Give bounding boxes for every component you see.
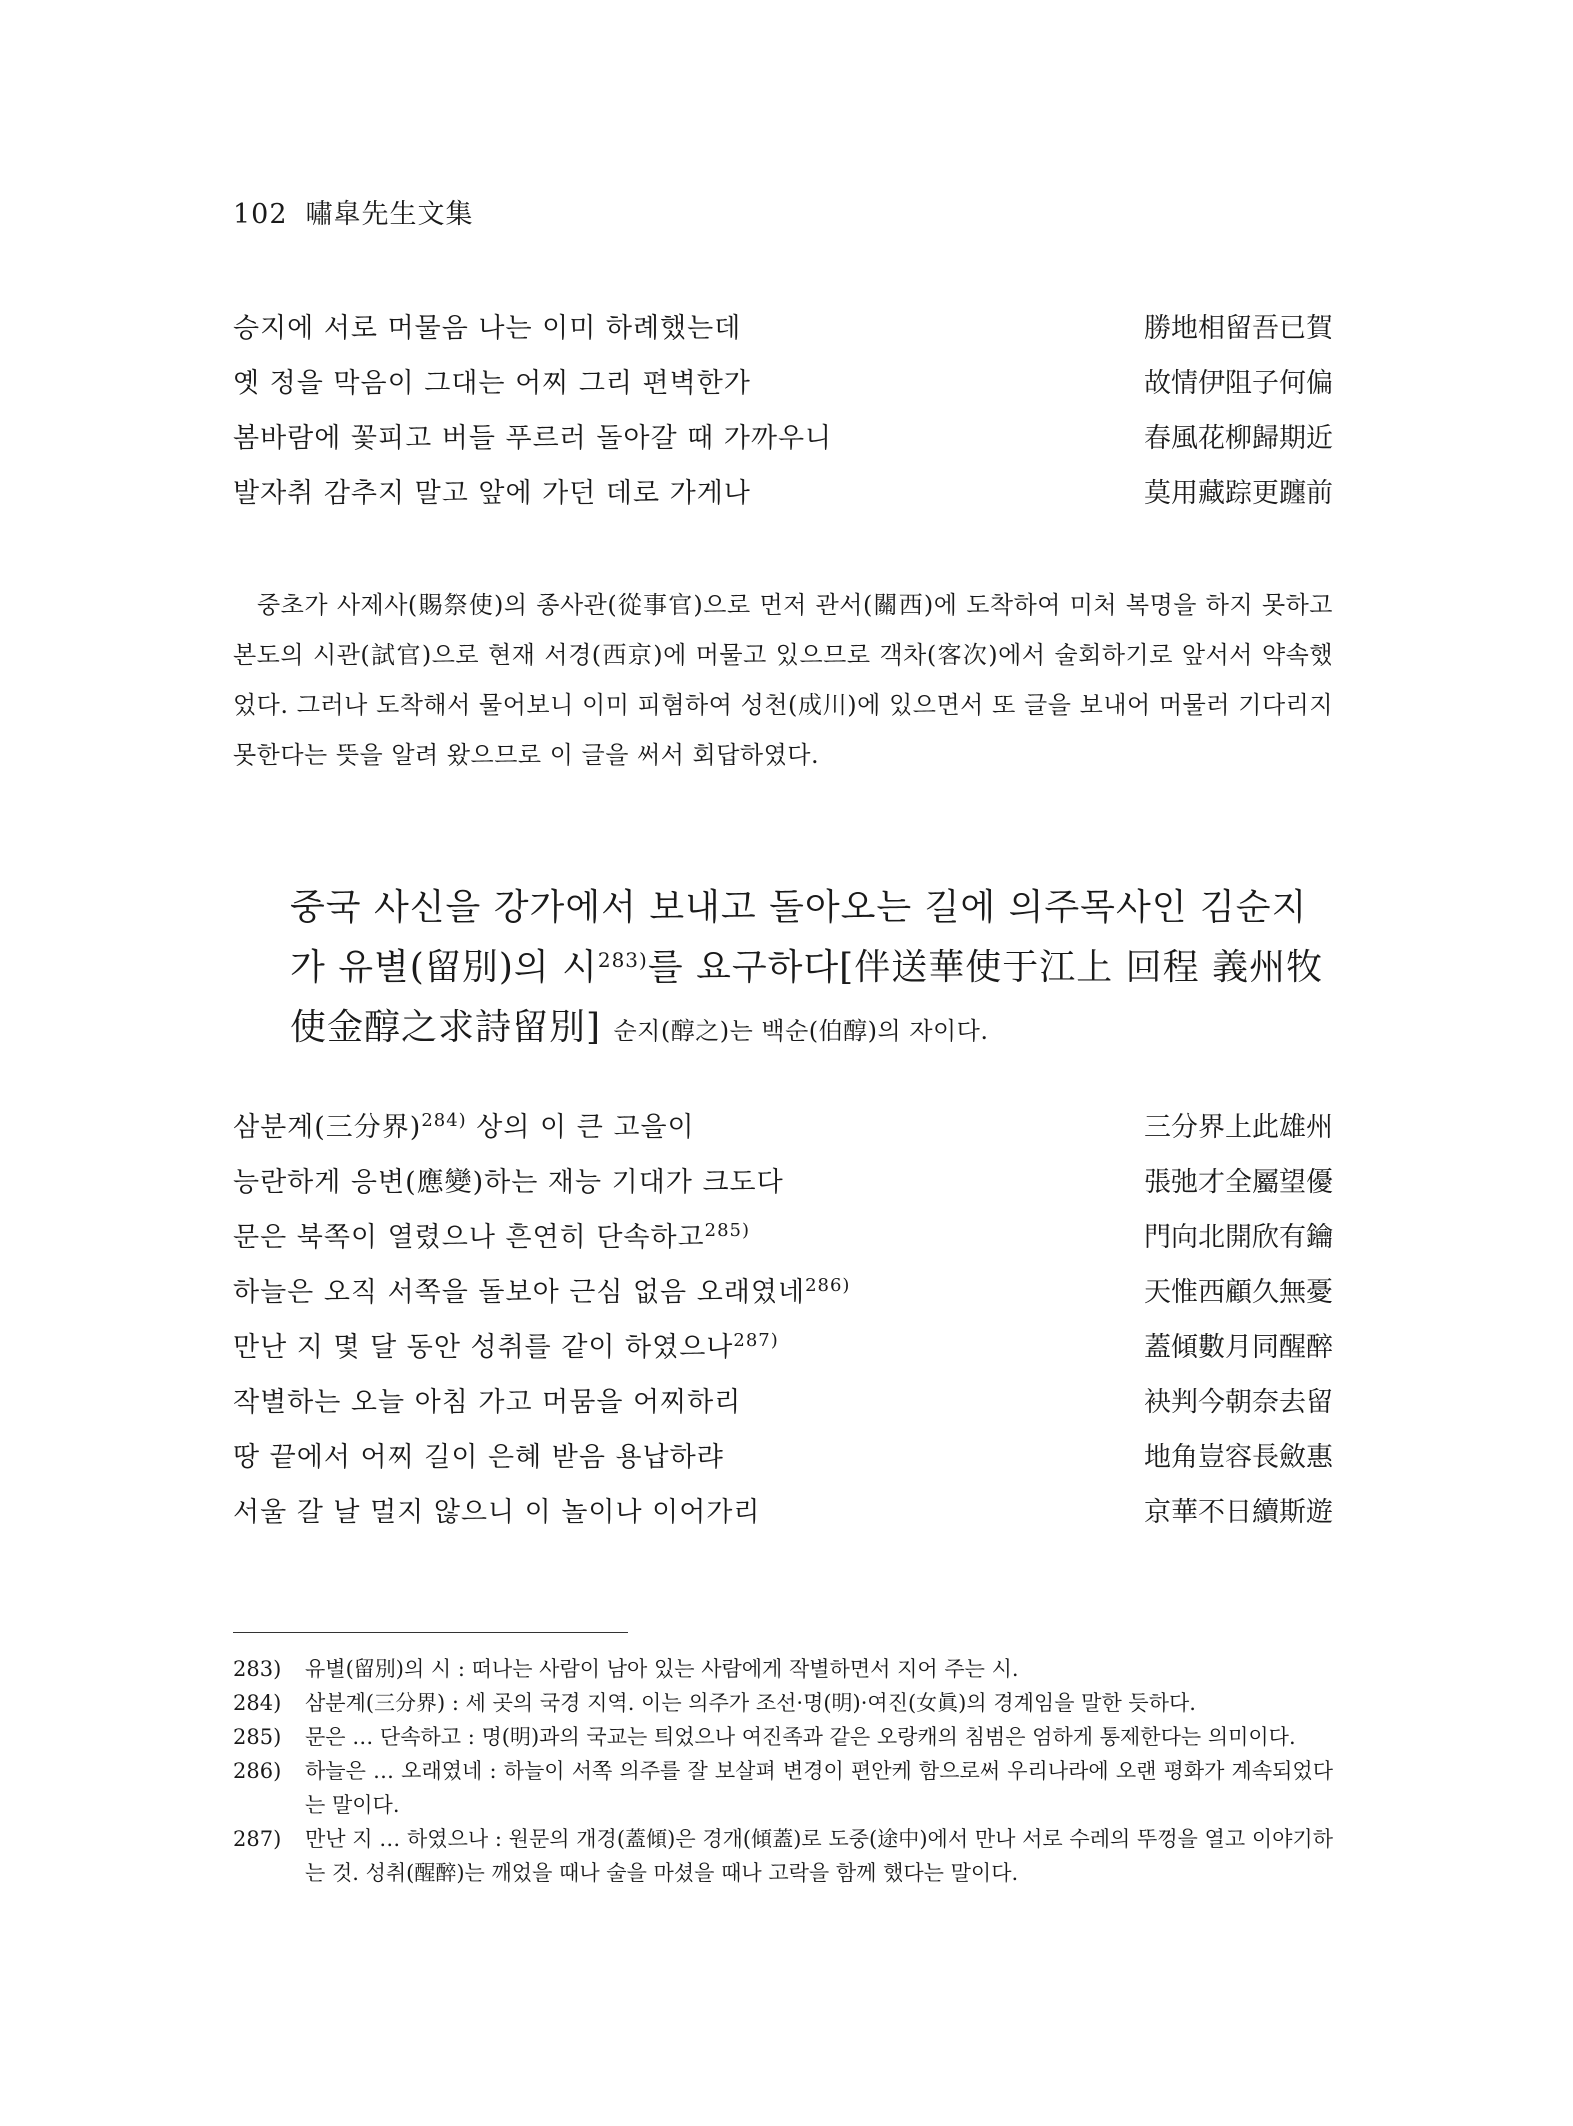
poem-2 <box>233 1105 1333 1545</box>
poem-line <box>233 1160 1333 1215</box>
poem-korean <box>233 1435 724 1474</box>
poem-hanja: 門向北開欣有鑰 <box>1144 1222 1333 1253</box>
poem-line <box>233 1490 1333 1545</box>
poem-korean-text: 땅 끝에서 어찌 길이 은혜 받음 용납하랴 <box>233 1442 724 1473</box>
poem-hanja: 張弛才全屬望優 <box>1144 1167 1333 1198</box>
footnote-text: 삼분계(三分界) : 세 곳의 국경 지역. 이는 의주가 조선·명(明)·여진(女眞)의 경계임을 말한 듯하다. <box>305 1691 1196 1715</box>
poem-korean <box>233 1325 779 1364</box>
poem-hanja: 地角豈容長斂惠 <box>1144 1442 1333 1473</box>
poem-korean <box>233 1270 850 1309</box>
footnote-number: 287) <box>233 1827 282 1851</box>
footnote-ref[interactable]: 286) <box>805 1275 851 1296</box>
footnote-ref[interactable]: 284) <box>421 1110 467 1131</box>
poem-hanja: 蓋傾數月同醒醉 <box>1144 1332 1333 1363</box>
footnote-text: 유별(留別)의 시 : 떠나는 사람이 남아 있는 사람에게 작별하면서 지어 주는 시. <box>305 1657 1019 1681</box>
poem-korean-text: 작별하는 오늘 아침 가고 머뭄을 어찌하리 <box>233 1387 742 1418</box>
poem-line <box>233 306 1333 361</box>
footnote-number: 285) <box>233 1725 282 1749</box>
poem-korean: 발자취 감추지 말고 앞에 가던 데로 가게나 <box>233 478 751 509</box>
poem-korean-text: 능란하게 응변(應變)하는 재능 기대가 크도다 <box>233 1167 784 1198</box>
poem-korean-text: 상의 이 큰 고을이 <box>466 1112 695 1143</box>
poem-korean: 봄바람에 꽃피고 버들 푸르러 돌아갈 때 가까우니 <box>233 423 833 454</box>
footnote-number: 283) <box>233 1657 282 1681</box>
footnote <box>233 1754 1333 1822</box>
poem-korean <box>233 1490 760 1529</box>
footnote <box>233 1686 1333 1720</box>
footnote-ref[interactable]: 285) <box>704 1220 751 1241</box>
explanatory-note <box>233 580 1333 780</box>
poem-hanja: 天惟西顧久無憂 <box>1144 1277 1333 1308</box>
title-part-1: 중국 사신을 강가에서 보내고 돌아오는 길에 의주목사인 김순지가 유별(留別)의 시 <box>290 887 1308 988</box>
poem-korean-text: 문은 북쪽이 열렸으나 흔연히 단속하고 <box>233 1222 705 1253</box>
poem-line <box>233 1435 1333 1490</box>
poem-line <box>233 361 1333 416</box>
title-subtitle: 순지(醇之)는 백순(伯醇)의 자이다. <box>613 1017 989 1045</box>
poem-1 <box>233 306 1333 526</box>
book-title: 嘯皐先生文集 <box>305 199 474 230</box>
poem-hanja: 春風花柳歸期近 <box>1144 423 1333 454</box>
poem-korean: 옛 정을 막음이 그대는 어찌 그리 편벽한가 <box>233 368 751 399</box>
poem-korean-text: 만난 지 몇 달 동안 성취를 같이 하였으나 <box>233 1332 734 1363</box>
footnote-text: 만난 지 … 하였으나 : 원문의 개경(蓋傾)은 경개(傾蓋)로 도중(途中)에서 만나 서로 수레의 뚜껑을 열고 이야기하는 것. 성취(醒醉)는 깨었을 때나 술을 마셨을 때나 고락을 함께 했다는 말이다. <box>305 1827 1333 1885</box>
title-part-2: 를 요구하다[伴送華使于江上 回程 義州牧使金醇之求詩留別] <box>290 947 1324 1048</box>
poem-title <box>290 878 1335 1061</box>
poem-hanja: 袂判今朝奈去留 <box>1144 1387 1333 1418</box>
poem-hanja: 莫用藏踪更躔前 <box>1144 478 1333 509</box>
poem-korean-text: 삼분계(三分界) <box>233 1112 422 1143</box>
poem-korean-text: 서울 갈 날 멀지 않으니 이 놀이나 이어가리 <box>233 1497 761 1528</box>
page-number: 102 <box>233 199 288 230</box>
poem-hanja: 勝地相留吾已賀 <box>1144 313 1333 344</box>
footnote-text: 하늘은 … 오래였네 : 하늘이 서쪽 의주를 잘 보살펴 변경이 편안케 함으로써 우리나라에 오랜 평화가 계속되었다는 말이다. <box>305 1759 1333 1817</box>
poem-korean: 승지에 서로 머물음 나는 이미 하례했는데 <box>233 313 742 344</box>
poem-line <box>233 1270 1333 1325</box>
poem-korean <box>233 1215 750 1254</box>
footnote <box>233 1652 1333 1686</box>
poem-hanja: 三分界上此雄州 <box>1144 1112 1333 1143</box>
footnote-number: 284) <box>233 1691 282 1715</box>
footnote-ref[interactable]: 283) <box>597 948 648 972</box>
poem-korean-text: 하늘은 오직 서쪽을 돌보아 근심 없음 오래였네 <box>233 1277 806 1308</box>
poem-line <box>233 1105 1333 1160</box>
running-header <box>233 192 474 231</box>
poem-line <box>233 471 1333 526</box>
poem-korean <box>233 1380 741 1419</box>
footnotes <box>233 1652 1333 1890</box>
poem-line <box>233 1380 1333 1435</box>
footnote-number: 286) <box>233 1759 282 1783</box>
poem-line <box>233 1325 1333 1380</box>
poem-line <box>233 416 1333 471</box>
footnote <box>233 1822 1333 1890</box>
poem-korean <box>233 1160 784 1199</box>
poem-line <box>233 1215 1333 1270</box>
footnote-text: 문은 … 단속하고 : 명(明)과의 국교는 틔었으나 여진족과 같은 오랑캐의 침범은 엄하게 통제한다는 의미이다. <box>305 1725 1296 1749</box>
poem-korean <box>233 1105 695 1144</box>
footnote-divider <box>233 1632 628 1633</box>
poem-hanja: 京華不日續斯遊 <box>1144 1497 1333 1528</box>
poem-hanja: 故情伊阻子何偏 <box>1144 368 1333 399</box>
footnote <box>233 1720 1333 1754</box>
footnote-ref[interactable]: 287) <box>733 1330 779 1351</box>
explanatory-note-text: 중초가 사제사(賜祭使)의 종사관(從事官)으로 먼저 관서(關西)에 도착하여 미처 복명을 하지 못하고 본도의 시관(試官)으로 현재 서경(西京)에 머물고 있으므로 객차(客次)에서 술회하기로 앞서서 약속했었다. 그러나 도착해서 물어보니 이미 피혐하여 성천(成川)에 있으면서 또 글을 보내어 머물러 기다리지 못한다는 뜻을 알려 왔으므로 이 글을 써서 회답하였다. <box>233 591 1333 769</box>
